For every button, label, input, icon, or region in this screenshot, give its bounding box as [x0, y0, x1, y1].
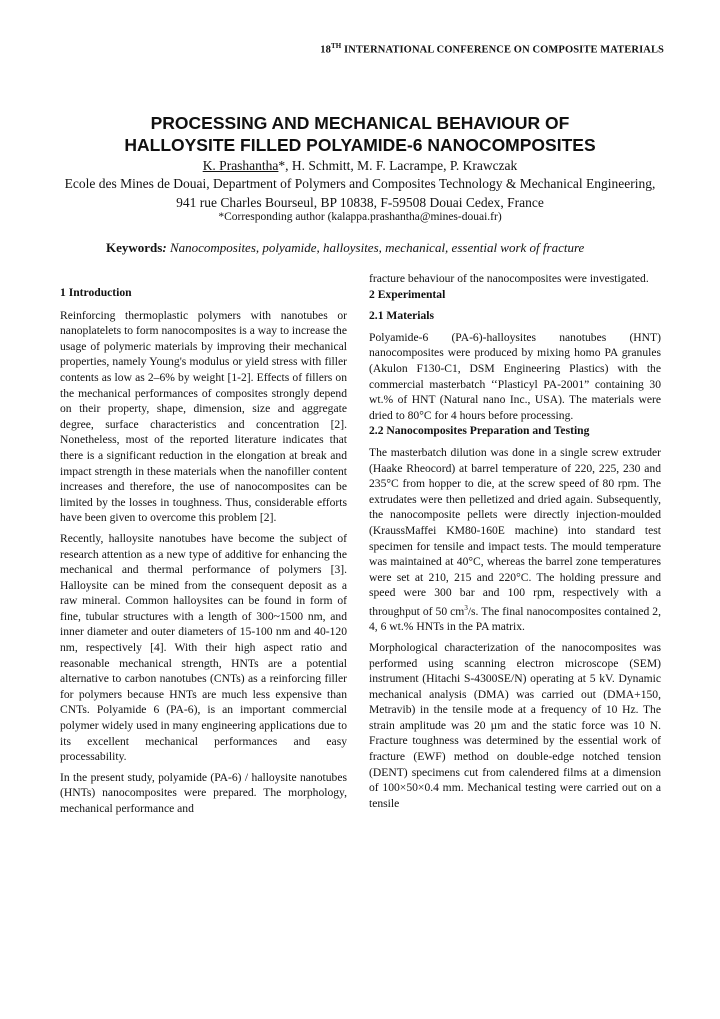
keywords-text: Nanocomposites, polyamide, halloysites, mechanical, essential work of fracture: [166, 240, 585, 255]
preparation-text-a: The masterbatch dilution was done in a single screw extruder (Haake Rheocord) at barrel temperature of 220, 225, 230 and 235°C from hopper to die, at the screw speed of 80 rpm. The extrudates were then pelletized and dried again. Subsequently, the nanocomposite pellets were directly injection-moulded (KraussMaffei KM80-160E machine) into standard test specimen for tensile and impact tests. The mould temperature was maintained at 40°C, whereas the barrel zone temperatures were set at 210, 215 and 220°C. The holding pressure and speed were 300 bar and 100 rpm, respectively with a throughput of 50 cm: [369, 445, 661, 618]
subsection-heading-preparation: 2.2 Nanocomposites Preparation and Testing: [369, 424, 590, 438]
section-heading-experimental: 2 Experimental: [369, 287, 446, 301]
preparation-paragraph: [369, 445, 661, 635]
affiliation: Ecole des Mines de Douai, Department of Polymers and Composites Technology & Mechanical Engineering, 941 rue Charles Bourseul, BP 10838, F-59508 Douai Cedex, France: [64, 176, 656, 210]
intro-paragraph-3: In the present study, polyamide (PA-6) / halloysite nanotubes (HNTs) nanocomposites were prepared. The morphology, mechanical performance and: [60, 770, 347, 815]
running-header: [200, 42, 664, 56]
intro-paragraph-2: Recently, halloysite nanotubes have become the subject of research attention as a new type of additive for enhancing the mechanical and thermal performance of polymers [3]. Halloysite can be mined from the consequent deposit as a raw mineral. Common halloysites can be found in form of fine, tubular structures with a length of 300~1500 nm, and inner diameter and outer diameters of 15-100 nm and 40-120 nm, respectively [4]. With their high aspect ratio and reasonable mechanical strength, HNTs are a potential alternative to carbon nanotubes (CNTs) as a reinforcing filler for polymers because HNTs are much less expensive than CNTs. Polyamide 6 (PA-6), is an important commercial polymer widely used in many engineering applications due to its excellent mechanical performances and easy processability.: [60, 531, 347, 764]
paper-title: [0, 112, 720, 156]
materials-paragraph: Polyamide-6 (PA-6)-halloysites nanotubes (HNT) nanocomposites were produced by mixing homo PA granules (Akulon F130-C1, DSM Engineering Plastics) with the commercial masterbatch ‘‘Plasticyl PA-2001” containing 30 wt.% of HNT (Natural nano Inc., USA). The materials were dried to 80°C for 4 hours before processing.: [369, 330, 661, 422]
other-authors: *, H. Schmitt, M. F. Lacrampe, P. Krawczak: [278, 158, 518, 173]
intro-paragraph-1: Reinforcing thermoplastic polymers with nanotubes or nanoplatelets to form nanocomposites is a way to increase the usage of polymeric materials by improving their mechanical properties, namely Young's modulus or yield stress with filler contents as low as 2–6% by weight [1-2]. Effects of fillers on the mechanical performances of composites strongly depend on their property, shape, dimension, size and aggregate degree, surface characteristics and concentration [2]. Nonetheless, most of the reported literature indicates that there is a significant reduction in the elongation at break and impact strength in these materials when the nanofiller content increases and therefore, the use of nanocomposites can be limited by the losses in toughness. Thus, considerable efforts have been given to overcome this problem [2].: [60, 308, 347, 525]
header-prefix: 18: [320, 44, 331, 56]
keywords-label: Keywords: [106, 240, 163, 255]
first-author: K. Prashantha: [202, 158, 279, 173]
morphology-paragraph: Morphological characterization of the nanocomposites was performed using scanning electron microscope (SEM) instrument (Hitachi S-4300SE/N) operating at 5 kV. Dynamic mechanical analysis (DMA) was carried out (DMA+150, Metravib) in the tensile mode at a frequency of 10 Hz. The strain amplitude was 20 µm and the static force was 10 N. Fracture toughness was determined by the essential work of fracture (EWF) method on double-edge notched tension (DENT) specimens cut from calendered films at a dimension of 100×50×0.4 mm. Mechanical testing were carried out on a tensile: [369, 640, 661, 810]
keywords-colon: :: [162, 240, 167, 255]
preparation-superscript: 3: [464, 603, 468, 612]
header-superscript: TH: [331, 42, 342, 50]
corresponding-author: *Corresponding author (kalappa.prashantha@mines-douai.fr): [218, 211, 502, 223]
header-rest: INTERNATIONAL CONFERENCE ON COMPOSITE MATERIALS: [341, 44, 664, 56]
author-list: [0, 157, 720, 175]
subsection-heading-materials: 2.1 Materials: [369, 309, 435, 323]
section-heading-introduction: 1 Introduction: [60, 286, 132, 299]
title-line-2: HALLOYSITE FILLED POLYAMIDE-6 NANOCOMPOSITES: [124, 135, 596, 155]
left-column: [60, 285, 347, 817]
keywords: [106, 240, 680, 256]
continuation-paragraph: fracture behaviour of the nanocomposites were investigated.: [369, 272, 649, 285]
right-column: [369, 271, 661, 811]
preparation-text-b: /s. The final nanocomposites contained 2, 4, 6 wt.% HNTs in the PA matrix.: [369, 604, 661, 634]
title-line-1: PROCESSING AND MECHANICAL BEHAVIOUR OF: [150, 113, 570, 133]
